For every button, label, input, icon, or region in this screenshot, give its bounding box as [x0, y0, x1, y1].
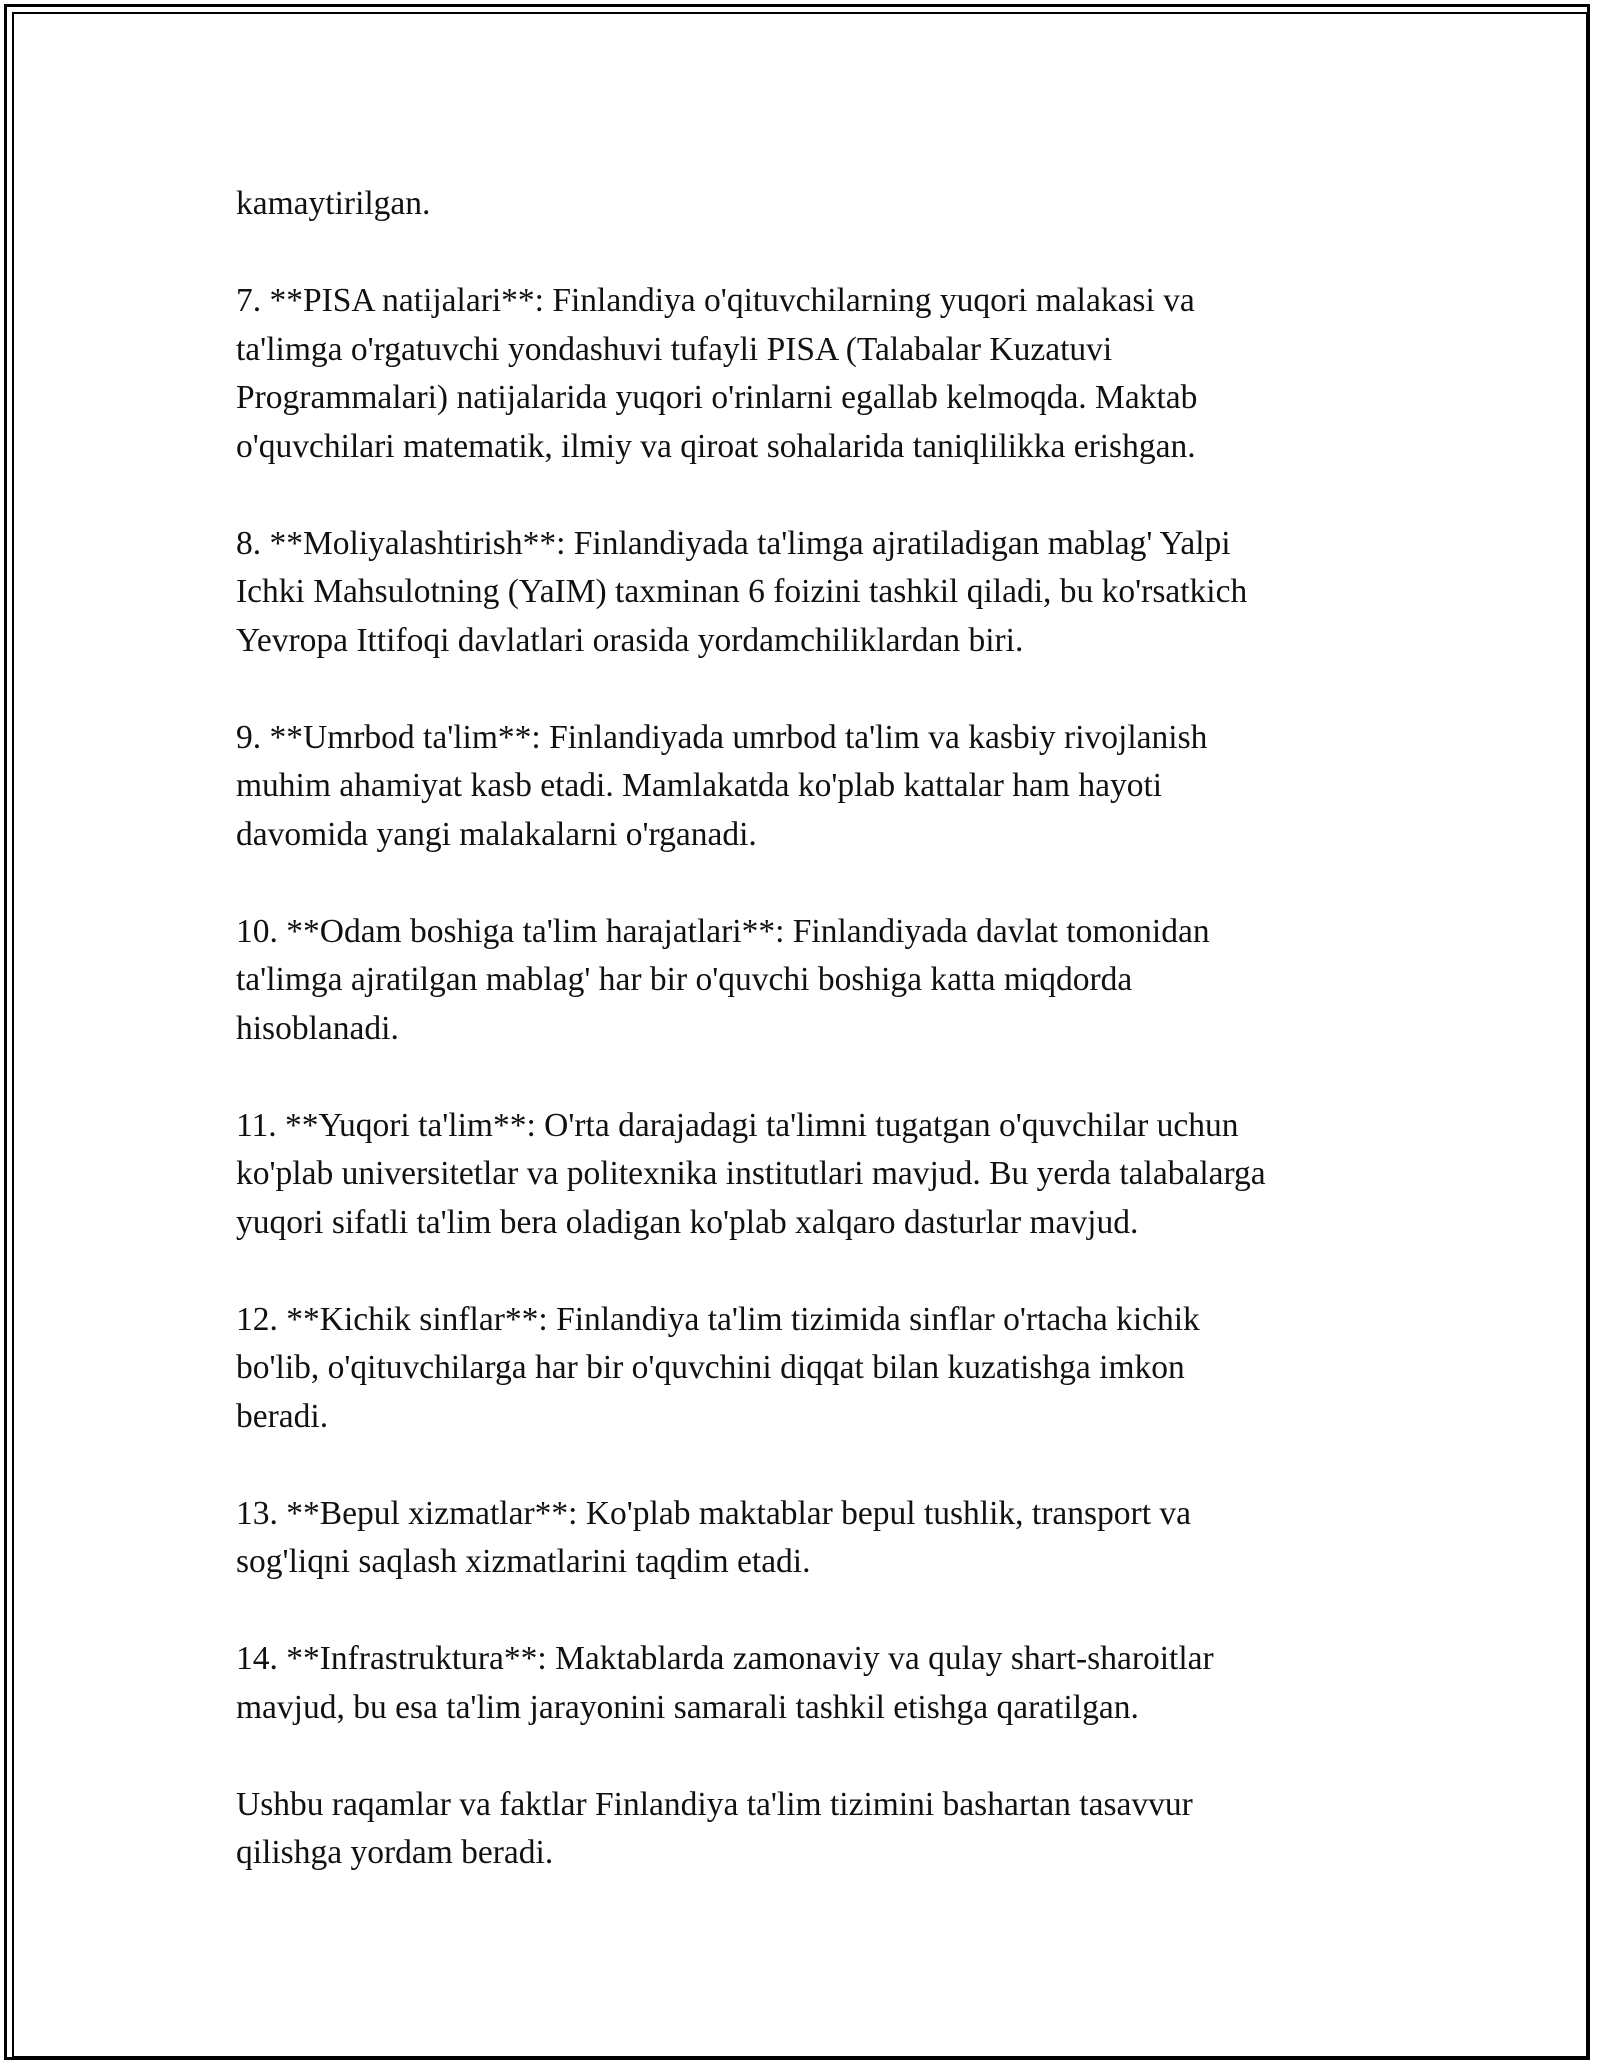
paragraph-item-10: 10. **Odam boshiga ta'lim harajatlari**: Finlandiyada davlat tomonidan ta'limga ajratilgan mablag' har bir o'quvchi boshiga katta miqdorda hisoblanadi. [236, 912, 1210, 1047]
paragraph-continuation: kamaytirilgan. [236, 185, 431, 222]
paragraph-item-8: 8. **Moliyalashtirish**: Finlandiyada ta'limga ajratiladigan mablag' Yalpi Ichki Mahsulotning (YaIM) taxminan 6 foizini tashkil qiladi, bu ko'rsatkich Yevropa Ittifoqi davlatlari orasida yordamchiliklardan biri. [236, 524, 1248, 659]
paragraph-item-11: 11. **Yuqori ta'lim**: O'rta darajadagi ta'limni tugatgan o'quvchilar uchun ko'plab universitetlar va politexnika institutlari mavjud. Bu yerda talabalarga yuqori sifatli ta'lim bera oladigan ko'plab xalqaro dasturlar mavjud. [236, 1106, 1266, 1241]
paragraph-conclusion: Ushbu raqamlar va faktlar Finlandiya ta'lim tizimini bashartan tasavvur qilishga yordam beradi. [236, 1785, 1193, 1871]
document-body [236, 180, 1376, 1926]
paragraph-item-12: 12. **Kichik sinflar**: Finlandiya ta'lim tizimida sinflar o'rtacha kichik bo'lib, o'qituvchilarga har bir o'quvchini diqqat bilan kuzatishga imkon beradi. [236, 1300, 1200, 1435]
paragraph-item-14: 14. **Infrastruktura**: Maktablarda zamonaviy va qulay shart-sharoitlar mavjud, bu esa ta'lim jarayonini samarali tashkil etishga qaratilgan. [236, 1640, 1214, 1726]
paragraph-item-13: 13. **Bepul xizmatlar**: Ko'plab maktablar bepul tushlik, transport va sog'liqni saqlash xizmatlarini taqdim etadi. [236, 1494, 1191, 1580]
paragraph-item-7: 7. **PISA natijalari**: Finlandiya o'qituvchilarning yuqori malakasi va ta'limga o'rgatuvchi yondashuvi tufayli PISA (Talabalar Kuzatuvi Programmalari) natijalarida yuqori o'rinlarni egallab kelmoqda. Maktab o'quvchilari matematik, ilmiy va qiroat sohalarida taniqlilikka erishgan. [236, 282, 1198, 465]
paragraph-item-9: 9. **Umrbod ta'lim**: Finlandiyada umrbod ta'lim va kasbiy rivojlanish muhim ahamiyat kasb etadi. Mamlakatda ko'plab kattalar ham hayoti davomida yangi malakalarni o'rganadi. [236, 718, 1208, 853]
